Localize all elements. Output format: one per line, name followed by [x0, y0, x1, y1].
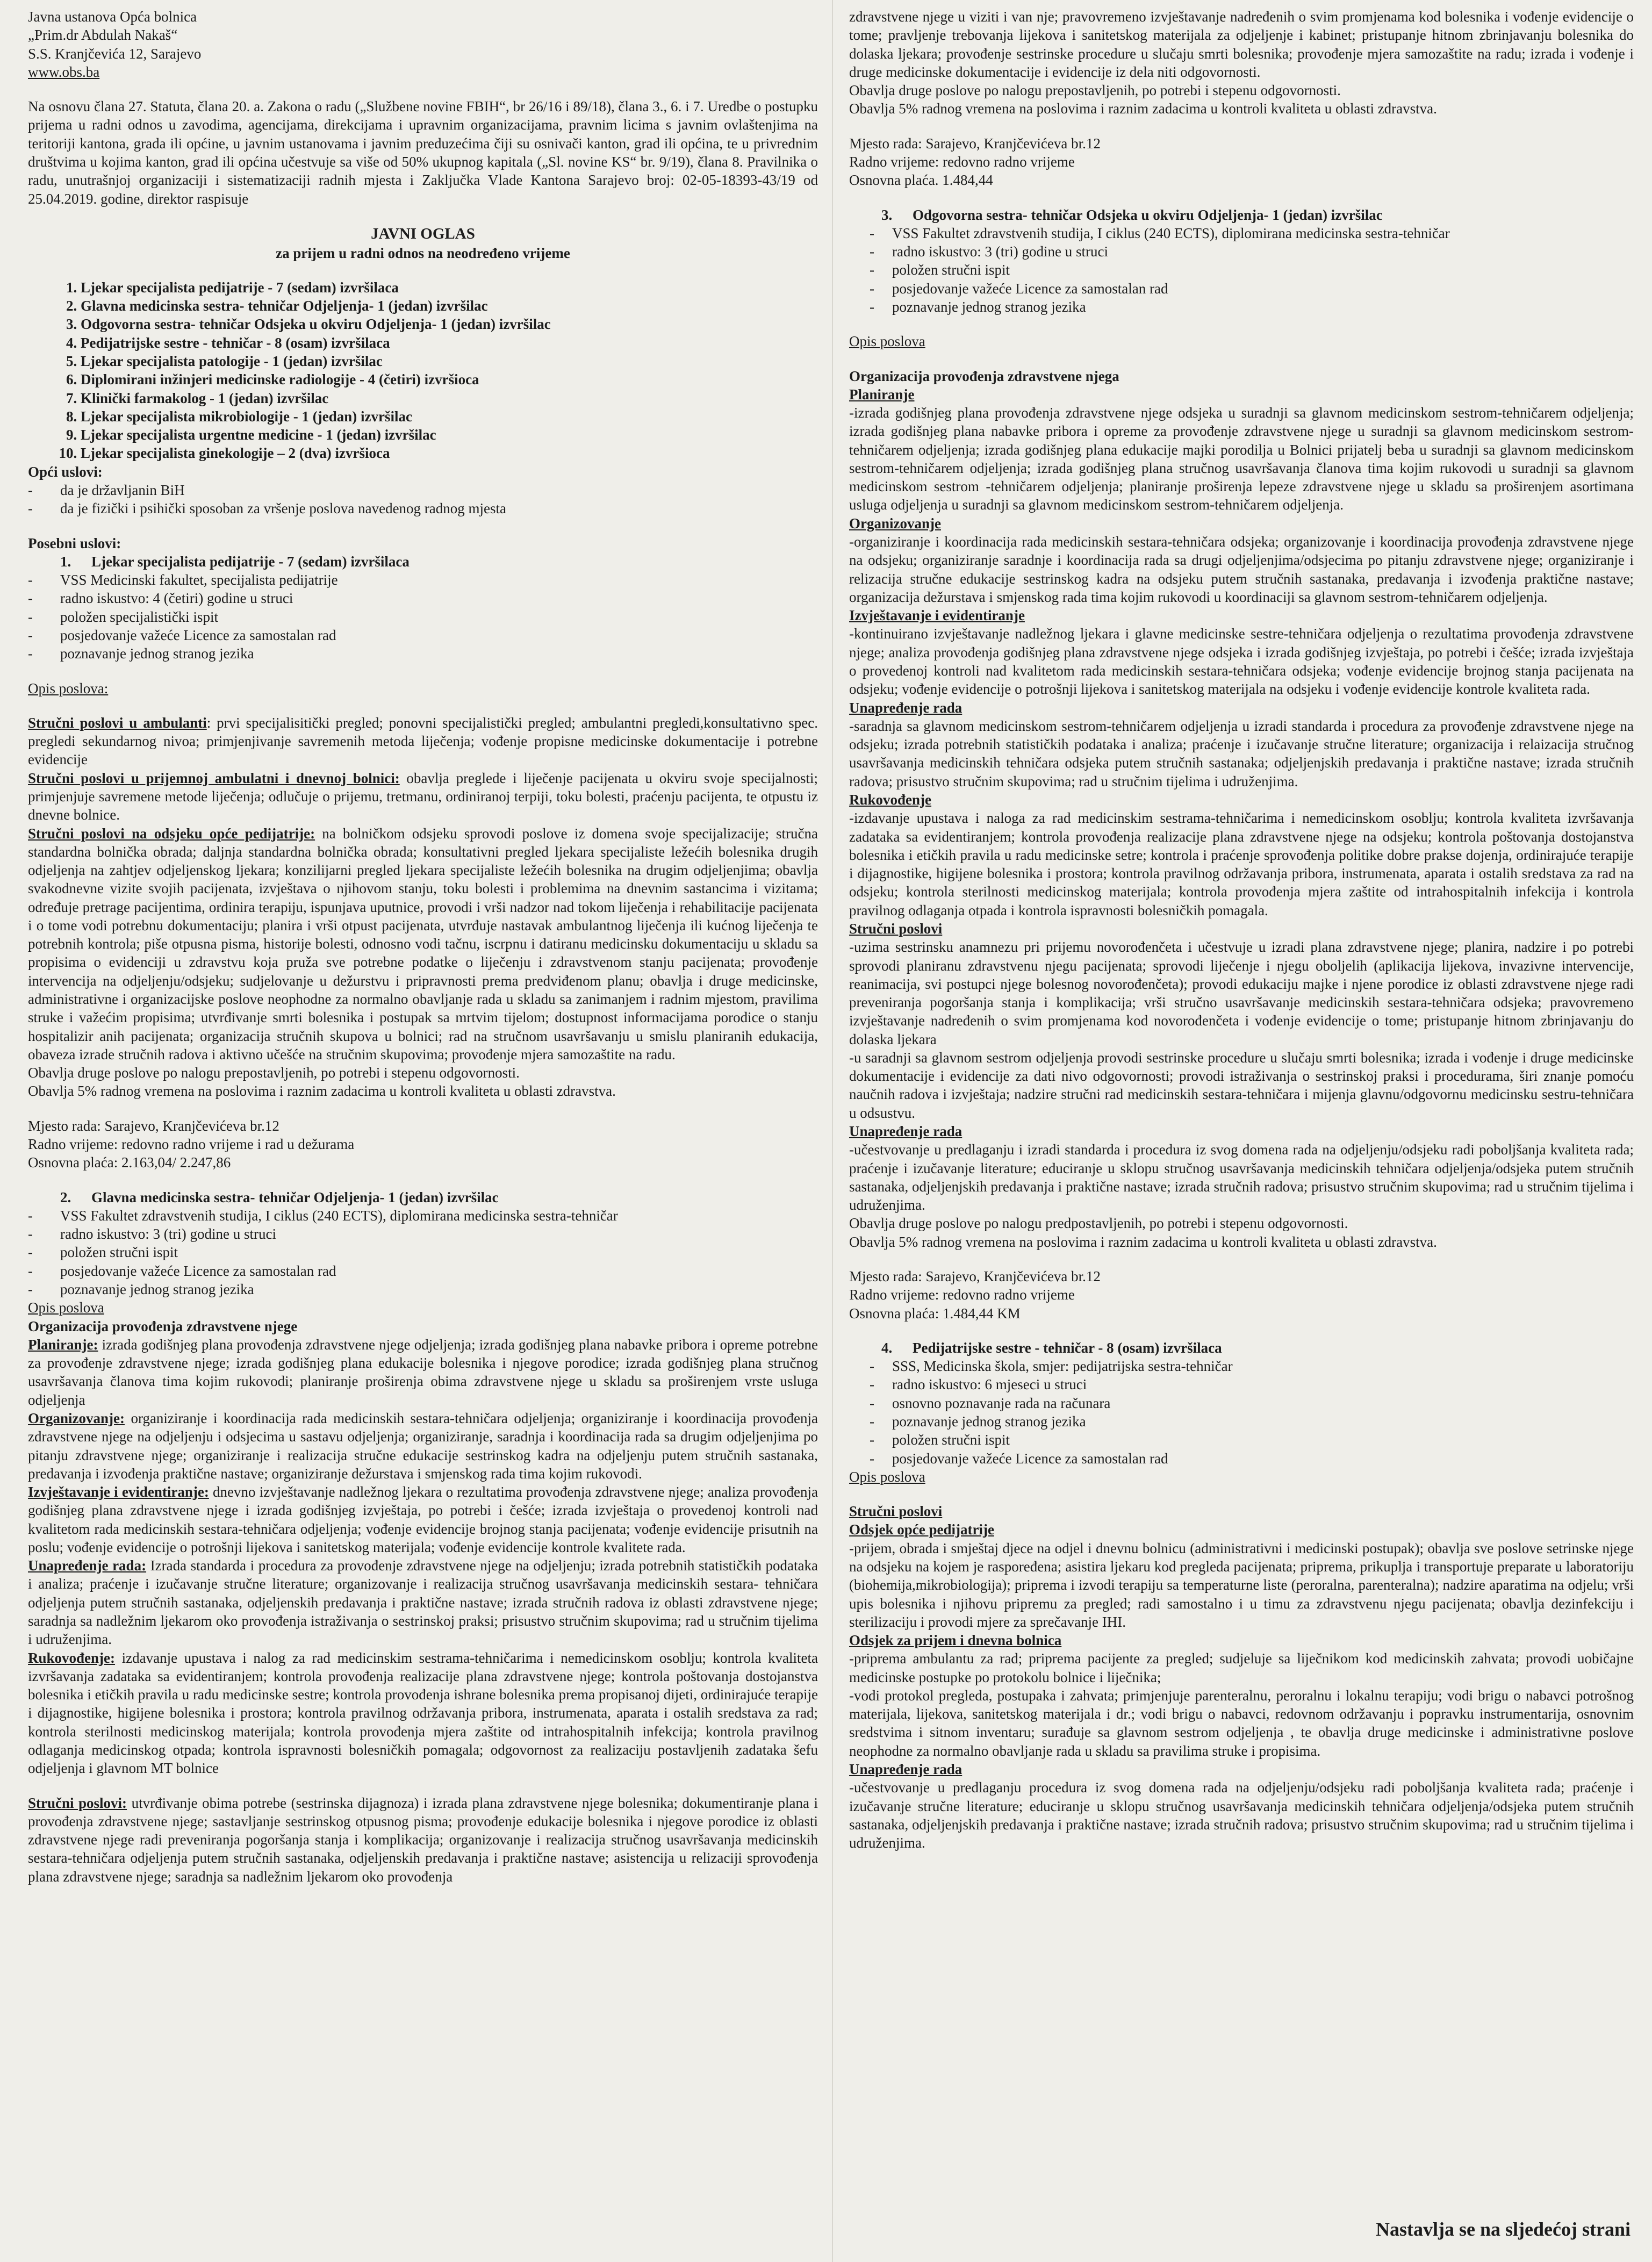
requirement: - posjedovanje važeće Licence za samostalan rad	[60, 1262, 818, 1280]
duty-paragraph: -učestvovanje u predlaganju procedura iz svog domena rada na odjeljenju/odsjeku radi poboljšanja kvaliteta rada; praćenje i izučavanje stručne literature; educiranje u sklopu stručnog usavršavanja medicinskih tehničara odjeljenja/odsjeka putem stručnih sastanaka, odjeljenjskih predavanja i praktične nastave; izrada stručnih radova; prisustvo stručnim skupovima; rad u stručnim tijelima i udruženjima.	[849, 1779, 1634, 1851]
position-2-requirements	[28, 1207, 818, 1298]
duty-paragraph: -kontinuirano izvještavanje nadležnog ljekara i glavne medicinske sestre-tehničara odjeljenja o rezultatima provođenja zdravstvene njege; analiza provođenja godišnjeg plana zdravstvene njege odsjeka i izrada godišnjeg izvještaja, po potrebi i češće; izrada izvještaja o provedenoj kontroli nad kvalitetom rada medicinskih sestara-tehničara odsjeka; vođenje evidencije brojnog stanja pacijenata na odsjeku; vođenje evidencije o potrošnji lijekova i sanitetskog materijala na odsjeku i vođenje evidencije kontrole kvaliteta rada.	[849, 626, 1634, 698]
requirement: - radno iskustvo: 4 (četiri) godine u struci	[60, 589, 818, 607]
position-item: 4. Pedijatrijske sestre - tehničar - 8 (osam) izvršilaca	[81, 334, 818, 352]
job-description-label: Opis poslova	[28, 1299, 104, 1316]
duty-paragraph: Unapređenje rada: Izrada standarda i procedura za provođenje zdravstvene njege na odjeljenju; izrada potrebnih statističkih podataka i analiza; praćenje i izučavanje stručne literature; organizovanje i realizacija stručnog usavršavanja medicinskih sestara- tehničara odjeljenja putem stručnih sastanaka, odjeljenskih predavanja i praktične nastave; izrada stručnih radova iz oblasti zdravstvene njege; saradnja sa nadležnim ljekarom oko provođenja istraživanja o sestrinskoj praksi; prisustvo stručnim skupovima; rad u stručnim tijelima i udruženjima.	[28, 1557, 818, 1648]
section-heading: Izvještavanje i evidentiranje	[849, 607, 1025, 624]
closing-line: Obavlja 5% radnog vremena na poslovima i raznim zadacima u kontroli kvaliteta u oblasti zdravstva.	[849, 1233, 1437, 1250]
requirement: - poznavanje jednog stranog jezika	[892, 298, 1634, 316]
section-heading: Odsjek za prijem i dnevna bolnica	[849, 1632, 1062, 1649]
position-item: 3. Odgovorna sestra- tehničar Odsjeka u okviru Odjeljenja- 1 (jedan) izvršilac	[81, 315, 818, 333]
requirement: - VSS Fakultet zdravstvenih studija, I ciklus (240 ECTS), diplomirana medicinska sestra-tehničar	[892, 224, 1634, 242]
section-heading: Organizovanje	[849, 515, 941, 532]
section-heading: Unapređenje rada	[849, 1761, 963, 1778]
continued-on-next-page: Nastavlja se na sljedećoj strani	[1376, 2218, 1631, 2240]
ad-title: JAVNI OGLAS	[371, 225, 475, 242]
duty-paragraph: Planiranje: izrada godišnjeg plana provođenja zdravstvene njege odjeljenja; izrada godišnjeg plana nabavke pribora i opreme potrebne za provođenje zdravstvene njege; izrada godišnjeg plana edukacije bolesnika i njegove porodice; izrada godišnjeg plana stručnog usavršavanja članova tima kojim rukovodi; planiranje proširenja obima zdravstvene njege u skladu sa proširenjem vrste usluga odjeljenja	[28, 1336, 818, 1408]
general-condition: - da je fizički i psihički sposoban za vršenje poslova navedenog radnog mjesta	[60, 499, 818, 518]
duty-paragraph: -izrada godišnjeg plana provođenja zdravstvene njege odsjeka u suradnji sa glavnom medicinskom sestrom-tehničarem odjeljenja; izrada godišnjeg plana nabavke pribora i opreme za provođenje zdravstvene njege u suradnji sa glavnom medicinskom sestrom-tehničarem odjeljenja; izrada godišnjeg plana edukacije majki porodilja u Bolnici prijatelj beba u suradnji sa glavnom medicinskom sestrom-tehničarem odjeljenja; izrada godišnjeg plana stručnog usavršavanja članova tima kojim rukovodi u suradnji sa glavnom medicinskom sestrom -tehničarem odjeljenja; planiranje proširenja lepeze zdravstvene njege u skladu sa proširenjem asortimana usluga odjeljenja u suradnji sa glavnom medicinskom sestrom-tehničarem odjeljenja.	[849, 405, 1634, 513]
section-heading: Rukovođenje	[849, 791, 932, 808]
position-1-title: 1. Ljekar specijalista pedijatrije - 7 (sedam) izvršilaca	[60, 553, 410, 570]
base-salary: Osnovna plaća. 1.484,44	[849, 172, 993, 189]
position-item: 9. Ljekar specijalista urgentne medicine - 1 (jedan) izvršilac	[81, 426, 818, 444]
org-heading: Organizacija provođenja zdravstvene njege	[28, 1318, 298, 1334]
job-description-label: Opis poslova	[849, 333, 925, 350]
section-heading: Odsjek opće pedijatrije	[849, 1521, 994, 1538]
requirement: - VSS Medicinski fakultet, specijalista pedijatrije	[60, 571, 818, 589]
position-1-requirements	[28, 571, 818, 663]
requirement: - posjedovanje važeće Licence za samostalan rad	[892, 279, 1634, 298]
section-heading: Unapređenje rada	[849, 699, 963, 716]
work-location: Mjesto rada: Sarajevo, Kranjčevićeva br.12	[849, 1268, 1101, 1284]
requirement: - radno iskustvo: 3 (tri) godine u struci	[60, 1225, 818, 1243]
institution-header	[28, 8, 818, 81]
position-4-requirements	[849, 1357, 1634, 1468]
work-hours: Radno vrijeme: redovno radno vrijeme	[849, 1287, 1075, 1303]
position-3-requirements	[849, 224, 1634, 316]
work-hours: Radno vrijeme: redovno radno vrijeme	[849, 153, 1075, 170]
job-description-label: Opis poslova:	[28, 680, 109, 696]
special-conditions-heading: Posebni uslovi:	[28, 535, 121, 551]
requirement: - poznavanje jednog stranog jezika	[60, 644, 818, 663]
right-column	[849, 8, 1634, 2251]
duty-paragraph: Organizovanje: organiziranje i koordinacija rada medicinskih sestara-tehničara odjeljenja; organiziranje i koordinacija provođenja zdravstvene njege na odjeljenju i odsjecima u sastavu odjeljenja; organiziranje, saradnja i koordinacija rada sa drugim odjeljenjima po pitanju zdravstvene njege; organiziranje i realizacija stručne edukacije sestrinskog kadra na odjeljenju putem stručnih sastanaka, predavanja i izvođenja praktične nastave; organiziranje dežurstava i smjenskog rada tima kojim rukovodi.	[28, 1410, 818, 1482]
requirement: - posjedovanje važeće Licence za samostalan rad	[892, 1449, 1634, 1468]
base-salary: Osnovna plaća: 2.163,04/ 2.247,86	[28, 1154, 231, 1171]
duty-paragraph: Stručni poslovi u prijemnoj ambulatni i dnevnoj bolnici: obavlja preglede i liječenje pacijenata u okviru svoje specijalnosti; primjenjuje savremene metode liječenja; odlučuje o prijemu, tretmanu, ordiniranoj terpiji, toku bolesti, praćenju pacijenta, te otpustu iz dnevne bolnice.	[28, 770, 818, 823]
position-item: 5. Ljekar specijalista patologije - 1 (jedan) izvršilac	[81, 352, 818, 370]
legal-intro: Na osnovu člana 27. Statuta, člana 20. a. Zakona o radu („Službene novine FBIH“, br 26/16 i 89/18), člana 3., 6. i 7. Uredbe o postupku prijema u radni odnos u zavodima, agencijama, direkcijama i upravnim organizacijama, pravnim licima s javnim ovlaštenjima na teritoriji kantona, grada ili općine, u javnim ustanovama i javnim preduzećima čiji su osnivači kanton, grad ili općina, te u privrednim društvima u kojima kanton, grad ili općina učestvuje sa više od 50% ukupnog kapitala („Sl. novine KS“ br. 9/19), člana 8. Pravilnika o radu, unutrašnjoj organizaciji i sistematizaciji radnih mjesta i Zaključka Vlade Kantona Sarajevo broj: 02-05-18393-43/19 od 25.04.2019. godine, direktor raspisuje	[28, 98, 818, 207]
position-item: 2. Glavna medicinska sestra- tehničar Odjeljenja- 1 (jedan) izvršilac	[81, 297, 818, 315]
institution-name: Javna ustanova Opća bolnica	[28, 9, 197, 25]
ad-subtitle: za prijem u radni odnos na neodređeno vrijeme	[276, 245, 570, 261]
duty-paragraph: Izvještavanje i evidentiranje: dnevno izvještavanje nadležnog ljekara o rezultatima provođenja zdravstvene njege; analiza provođenja godišnjeg plana zdravstvene njege i izrada godišnjeg izvještaja, po potrebi i češće; izrada izvještaja o provedenoj kontroli nad kvalitetom rada medicinskih sestara-tehničara odjeljenja; vođenje evidencije brojnog stanja pacijenata; vođenje evidencije prisutnih na poslu; vođenje evidencije o potrošnji lijekova i sanitetskog materijala; vođenje evidencije kontrole kvalitete rada.	[28, 1484, 818, 1555]
position-item: 6. Diplomirani inžinjeri medicinske radiologije - 4 (četiri) izvršioca	[81, 370, 818, 389]
section-heading: Unapređenje rada	[849, 1123, 963, 1140]
position-item: 1. Ljekar specijalista pedijatrije - 7 (sedam) izvršilaca	[81, 278, 818, 297]
requirement: - poznavanje jednog stranog jezika	[892, 1412, 1634, 1431]
institution-name-2: „Prim.dr Abdulah Nakaš“	[28, 27, 178, 44]
positions-list	[28, 278, 818, 463]
section-heading: Stručni poslovi	[849, 920, 943, 937]
closing-line: Obavlja 5% radnog vremena na poslovima i raznim zadacima u kontroli kvaliteta u oblasti zdravstva.	[849, 100, 1437, 117]
work-location: Mjesto rada: Sarajevo, Kranjčevićeva br.12	[849, 135, 1101, 152]
closing-line: Obavlja 5% radnog vremena na poslovima i raznim zadacima u kontroli kvaliteta u oblasti zdravstva.	[28, 1083, 616, 1100]
requirement: - posjedovanje važeće Licence za samostalan rad	[60, 626, 818, 644]
base-salary: Osnovna plaća: 1.484,44 KM	[849, 1305, 1021, 1322]
work-location: Mjesto rada: Sarajevo, Kranjčevićeva br.12	[28, 1117, 279, 1134]
duty-paragraph: -izdavanje upustava i naloga za rad medicinskim sestrama-tehničarima i nemedicinskom osoblju; kontrola kvaliteta izvršavanja zadataka sa evidentiranjem; kontrola provođenja realizacije plana zdravstvene njege na odsjeku; kontrola poštovanja dostojanstva bolesnika i etičkih pravila u radu medicinske setre; kontrola i praćenje sprovođenja politike dobre prakse dojenja, ordinirajuće terapije i dijagnostike, higijene bolesnika i prostora; kontrola pravilnog održavanja pribora, instrumenata, aparata i ostalih sredstava za rad na odsjeku; kontrola sterilnosti medicinskog materijala; kontrola provođenja mjera zaštite od intrahospitalnih infekcija i kontrola pravilnog odlaganja otpada i kontrola ispravnosti bolesničkih pomagala.	[849, 810, 1634, 918]
section-heading: Planiranje	[849, 386, 915, 403]
general-conditions-list	[28, 481, 818, 518]
column-gutter	[832, 0, 833, 2262]
position-item: 8. Ljekar specijalista mikrobiologije - 1 (jedan) izvršilac	[81, 407, 818, 426]
institution-website-link[interactable]: www.obs.ba	[28, 63, 100, 80]
general-condition: - da je državljanin BiH	[60, 481, 818, 499]
position-3-title: 3. Odgovorna sestra- tehničar Odsjeka u okviru Odjeljenja- 1 (jedan) izvršilac	[881, 206, 1383, 223]
requirement: - radno iskustvo: 6 mjeseci u struci	[892, 1375, 1634, 1394]
requirement: - položen stručni ispit	[892, 261, 1634, 279]
requirement: - položen specijalistički ispit	[60, 608, 818, 626]
duty-paragraph: -priprema ambulantu za rad; priprema pacijente za pregled; sudjeluje sa liječnikom kod medicinskih zahvata; provodi uobičajne medicinske postupke po protokolu bolnice i liječnika; -vodi protokol pregleda, postupaka i zahvata; primjenjuje parenteralnu, peroralnu i lokalnu terapiju; vodi brigu o nabavci potrošnog materijala, lijekova, sanitetskog materijala i dr.; vodi brigu o nabavci, redovnom održavanju i popravku instrumentarija, osnovnim sredstvima i sitnom inventaru; surađuje sa glavnom sestrom odjeljenja , te obavlja druge medicinske i administrativne poslove neophodne za normalno obavljanje rada u skladu sa pravilima struke i propisima.	[849, 1650, 1634, 1759]
closing-line: Obavlja druge poslove po nalogu prepostavljenih, po potrebi i stepenu odgovornosti.	[28, 1065, 520, 1081]
requirement: - VSS Fakultet zdravstvenih studija, I ciklus (240 ECTS), diplomirana medicinska sestra-tehničar	[60, 1207, 818, 1225]
position-4-title: 4. Pedijatrijske sestre - tehničar - 8 (osam) izvršilaca	[881, 1339, 1222, 1356]
requirement: - položen stručni ispit	[892, 1431, 1634, 1449]
institution-address: S.S. Kranjčevića 12, Sarajevo	[28, 45, 202, 62]
closing-line: Obavlja druge poslove po nalogu predpostavljenih, po potrebi i stepenu odgovornosti.	[849, 1215, 1348, 1232]
requirement: - položen stručni ispit	[60, 1243, 818, 1261]
job-description-label: Opis poslova	[849, 1468, 925, 1485]
position-item: 7. Klinički farmakolog - 1 (jedan) izvršilac	[81, 389, 818, 407]
duty-paragraph: Stručni poslovi: utvrđivanje obima potrebe (sestrinska dijagnoza) i izrada plana zdravstvene njege bolesnika; dokumentiranje plana i provođenja zdravstvene njege; sastavljanje sestrinskog otpusnog pisma; provođenje edukacije bolesnika i njegove porodice iz oblasti zdravstvene njege radi preveniranja pogoršanja stanja i komplikacija; organizovanje i realizacija stručnog usavršavanja medicinskih sestara-tehničara odjeljenja putem stručnih sastanaka, odjeljenskih predavanja i praktične nastave; asistencija u relizaciji sprovođenja plana zdravstvene njege; saradnja sa nadležnim ljekarom oko provođenja	[28, 1794, 818, 1885]
work-hours: Radno vrijeme: redovno radno vrijeme i rad u dežurama	[28, 1136, 355, 1153]
duty-paragraph: -prijem, obrada i smještaj djece na odjel i dnevnu bolnicu (administrativni i medicinski postupak); obavlja sve poslove setrinske njege na odsjeku na kojem je raspoređena; asistira ljekaru kod pregleda pacijenata; priprema, prikuplja i transportuje preparate u laboratoriju (biohemija,mikrobiologija); priprema i izvodi terapiju sa temperaturne liste (peroralna, parenteralna); nadzire aparatima na odjelu; vrši upis bolesnika i njihovu pripremu za pregled; radi samostalno i u timu za zdravstvenu njegu pacijenata; obavlja dezinfekciju i sterilizaciju i provodi mjere za sprečavanje IHI.	[849, 1540, 1634, 1630]
left-column	[28, 8, 818, 2251]
duty-paragraph: -organiziranje i koordinacija rada medicinskih sestara-tehničara odsjeka; organizovanje i koordinacija provođenja zdravstvene njege na odsjeku; organiziranje saradnje i koordinacija rada sa drugi odjeljenjima/odsjecima po pitanju zdravstvene njege; organiziranje i relizacija stručne edukacije sestrinskog kadra na odsjeku putem stručnih sastanaka, predavanja i izvođenja praktične nastave; organizacija dežurstava i smjenskog rada tima kojim rukovodi u koordinaciji sa glavnom sestrom-tehničarem odjeljenja.	[849, 534, 1634, 605]
position-item: 10. Ljekar specijalista ginekologije – 2 (dva) izvršioca	[81, 444, 818, 462]
requirement: - radno iskustvo: 3 (tri) godine u struci	[892, 242, 1634, 261]
position-2-title: 2. Glavna medicinska sestra- tehničar Odjeljenja- 1 (jedan) izvršilac	[60, 1189, 499, 1205]
duty-paragraph: Stručni poslovi na odsjeku opće pedijatrije: na bolničkom odsjeku sprovodi poslove iz domena svoje specijalizacije; stručna standardna bolnička obrada; daljnja standardna bolnička obrada; konsultativni pregled ljekara specijaliste ležećih bolesnika drugih odjeljenja na zahtjev odjeljenskog ljekara; konzilijarni pregled ljekara specijaliste ležećih bolesnika na drugim odjeljenjima; obavlja svakodnevne vizite svojih pacijenata, izvještava o njihovom stanju, toku bolesti i problemima na dnevnim sastancima i vizitama; određuje pretrage pacijentima, ordinira terapiju, ispunjava uputnice, provodi i vrši nadzor nad tokom liječenja i rehabilitacije pacijenata i o tome vodi potrebnu dokumentaciju; planira i vrši otpust pacijenata, utvrđuje nastavak ambulantnog liječenja ili kućnog liječenja te potrebnih kontrola; piše otpusna pisma, historije bolesti, odnosno vodi tačnu, iscrpnu i datiranu medicinsku dokumentaciju u skladu sa propisima o evidenciji u zdravstvu koja pruža sve potrebne podatke o liječenju i zdravstvenom stanju pacijenata; provođenje intervencija na odjeljenju/odsjeku; sudjelovanje u dežurstvu i pripravnosti prema predviđenom planu; obavlja i druge medicinske, administrativne i organizacijske poslove neophodne za normalno obavljanje rada u skladu sa zanimanjem i radnim mjestom, pravilima struke i važećim propisima; utvrđivanje smrti bolesnika i postupak sa mrtvim tijelom; dostupnost informacijama porodice o stanju hospitalizir anih pacijenata; organizacija stručnih skupova u bolnici; rad na stručnom usavršavanju u smislu planiranih edukacija, obaveza izrade stručnih radova i aktivno učešće na stručnim skupovima; provođenje mjera samozaštite na radu.	[28, 825, 818, 1062]
org-heading: Organizacija provođenja zdravstvene njega	[849, 368, 1119, 384]
section-heading: Stručni poslovi	[849, 1503, 943, 1520]
closing-line: Obavlja druge poslove po nalogu prepostavljenih, po potrebi i stepenu odgovornosti.	[849, 82, 1341, 99]
duty-paragraph: -učestvovanje u predlaganju i izradi standarda i procedura iz svog domena rada na odjeljenju/odsjeku radi poboljšanja kvaliteta rada; praćenje i izučavanje literature; educiranje u sklopu stručnog usavršavanja medicinskih tehničara odjeljenja/odsjeka putem stručnih sastanaka, odjeljenjskih predavanja i praktične nastave; izrada stručnih radova; prisustvo stručnim skupovima; rad u stručnim tijelima i udruženjima.	[849, 1141, 1634, 1213]
duty-paragraph: Rukovođenje: izdavanje upustava i nalog za rad medicinskim sestrama-tehničarima i nemedicinskom osoblju; kontrola kvaliteta izvršavanja zadataka sa evidentiranjem; kontrola provođenja realizacije plana zdravstvene njege; kontrola poštovanja dostojanstva bolesnika i etičkih pravila u radu medicinske sestre; kontrola provođenja ishrane bolesnika prema propisanoj dijeti, ordinirajuće terapije i dijagnostike, higijene bolesnika i prostora; kontrola pravilnog održavanja pribora, instrumenata, aparata i ostalih sredstava za rad; kontrola sterilnosti medicinskog materijala; kontrola provođenja mjera zaštite od intrahospitalnih infekcija; kontrola pravilnog odlaganja medicinskog otpada; kontrola ispravnosti bolesničkih pomagala; odgovornost za realizaciju postavljenih zadataka šefu odjeljenja i glavnom MT bolnice	[28, 1649, 818, 1777]
continued-paragraph: zdravstvene njege u viziti i van nje; pravovremeno izvještavanje nadređenih o svim promjenama kod bolesnika i vođenje evidencije o tome; pravljenje trebovanja lijekova i sanitetskog materijala za odjeljenje i kabinet; pristupanje hitnom zbrinjavanju bolesnika do dolaska ljekara; provođenje sestrinske procedure u slučaju smrti bolesnika; provođenje mjera samozaštite na radu; izrada i vođenje i druge medicinske dokumentacije i evidencije iz dela niti odgovornosti.	[849, 9, 1634, 80]
duty-paragraph: -uzima sestrinsku anamnezu pri prijemu novorođenčeta i učestvuje u izradi plana zdravstvene njege; planira, nadzire i po potrebi sprovodi planiranu zdravstvenu njegu pacijenata; sprovodi liječenje i njegu oboljelih (aplikacija lijekova, invazivne intervencije, reanimacija, svi postupci njege bolesnog novorođenčeta); provodi edukaciju majke i njene porodice iz oblasti zdravstvene njege radi preveniranja pogoršanja stanja i komplikacija; vrši stručno usavršavanje medicinskih sestara-tehničara odsjeka; pravovremeno izvještavanje nadređenih o svim promjenama kod novorođenčeta i vođenje evidencije o tome; pristupanje hitnom zbrinjavanju do dolaska ljekara -u saradnji sa glavnom sestrom odjeljenja provodi sestrinske procedure u slučaju smrti bolesnika; izrada i vođenje i druge medicinske dokumentacije i evidencije za dati nivo odgovornosti; provodi istraživanja o sestrinskoj praksi i procedurama, širi znanje pomoću naučnih radova i izvještaja; nadzire stručni rad medicinskih sestara-tehničara i mijenja glavnu/odgovornu medicinsku sestru-tehničara u odsustvu.	[849, 939, 1634, 1121]
requirement: - osnovno poznavanje rada na računara	[892, 1394, 1634, 1412]
duty-paragraph: Stručni poslovi u ambulanti: prvi specijalisitički pregled; ponovni specijalistički pregled; ambulantni pregledi,konsultativno spec. pregledi sekundarnog nivoa; primjenjivanje savremenih metoda liječenja; vođenje propisne medicinske dokumentacije i potrebne evidencije	[28, 714, 818, 768]
requirement: - SSS, Medicinska škola, smjer: pedijatrijska sestra-tehničar	[892, 1357, 1634, 1375]
duty-paragraph: -saradnja sa glavnom medicinskom sestrom-tehničarem odjeljenja u izradi standarda i procedura za provođenje zdravstvene njege na odsjeku; izrada potrebnih statističkih podataka i analiza; praćenje i izučavanje stručne literature; organizacija i relaizacija stručnog usavršavanja medicinskih tehničara odsjeka putem stručnih sastanaka; odjeljenjskih predavanja i praktične nastave; izrada stručnih radova; prisustvo stručnim skupovima; rad u stručnim tijelima i udruženjima.	[849, 717, 1634, 789]
general-conditions-heading: Opći uslovi:	[28, 463, 103, 480]
requirement: - poznavanje jednog stranog jezika	[60, 1280, 818, 1298]
